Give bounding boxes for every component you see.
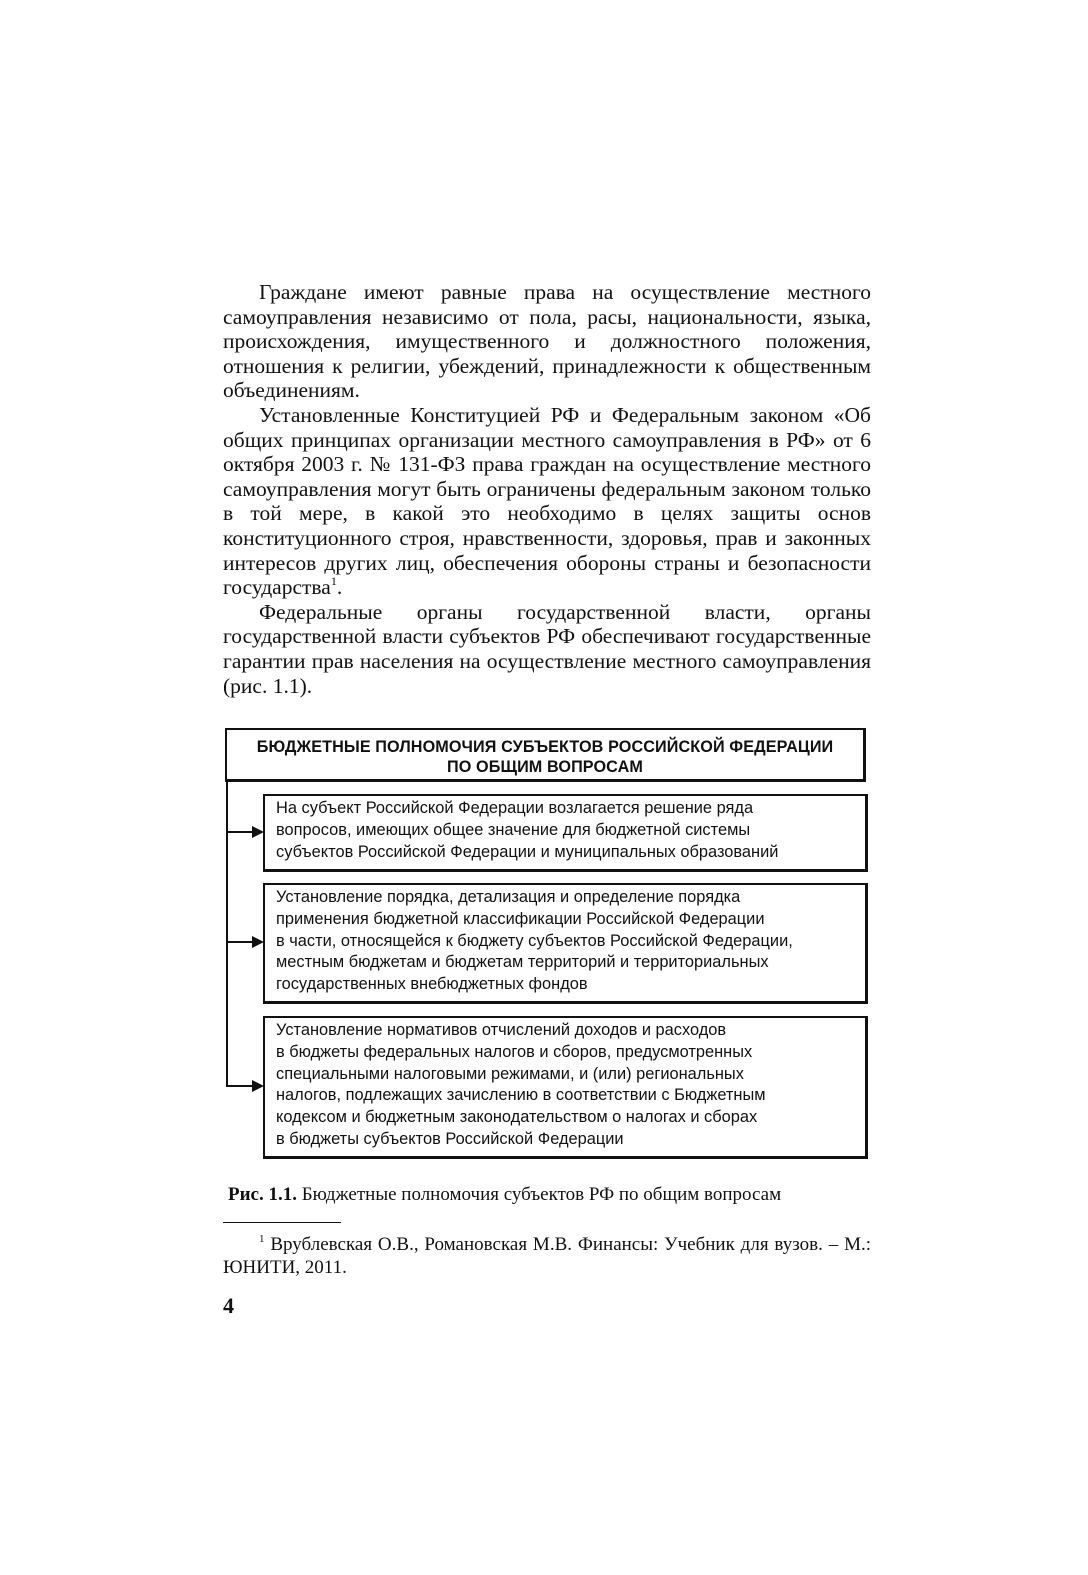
budget-powers-diagram [225, 728, 870, 1160]
diagram-item-2: Установление порядка, детализация и определение порядка применения бюджетной классификации Российской Федерации в части, относящейся к бюджету субъектов Российской Федерации, местным бюджетам и бюджетам территорий и территориальных государственных внебюджетных фондов [263, 883, 868, 1004]
paragraph-1: Граждане имеют равные права на осуществление местного самоуправления независимо от пола, расы, национальности, языка, происхождения, имущественного и должностного положения, отношения к религии, убеждений, принадлежности к общественным объединениям. [223, 280, 871, 403]
main-text [223, 280, 871, 698]
figure-caption [228, 1183, 873, 1207]
footnote-mark: 1 [259, 1232, 265, 1245]
paragraph-2-end: . [336, 575, 343, 600]
paragraph-2-text: Установленные Конституцией РФ и Федеральным законом «Об общих принципах организации местного самоуправления в РФ» от 6 октября 2003 г. № 131-ФЗ права граждан на осуществление местного самоуправления могут быть ограничены федеральным законом только в той мере, в какой это необходимо в целях защиты основ конституционного строя, нравственности, здоровья, прав и законных интересов других лиц, обеспечения обороны страны и безопасности государства [223, 402, 871, 600]
paragraph-3: Федеральные органы государственной власти, органы государственной власти субъектов РФ обеспечивают государственные гарантии прав населения на осуществление местного самоуправления (рис. 1.1). [223, 599, 871, 698]
arrow-line-3 [226, 1085, 254, 1087]
footnote-reference: 1 [330, 573, 337, 588]
footnote [223, 1234, 871, 1279]
page-number: 4 [223, 1293, 234, 1318]
figure-caption-text: Бюджетные полномочия субъектов РФ по общим вопросам [301, 1184, 782, 1205]
arrow-line-1 [226, 831, 254, 833]
footnote-divider [223, 1222, 341, 1223]
diagram-title: БЮДЖЕТНЫЕ ПОЛНОМОЧИЯ СУБЪЕКТОВ РОССИЙСКОЙ ФЕДЕРАЦИИ ПО ОБЩИМ ВОПРОСАМ [225, 728, 866, 782]
diagram-connector-line [226, 782, 228, 1086]
figure-caption-label: Рис. 1.1. [228, 1184, 297, 1205]
arrow-line-2 [226, 941, 254, 943]
diagram-item-1: На субъект Российской Федерации возлагается решение ряда вопросов, имеющих общее значение для бюджетной системы субъектов Российской Федерации и муниципальных образований [263, 794, 868, 872]
footnote-text: Врублевская О.В., Романовская М.В. Финансы: Учебник для вузов. – М.: ЮНИТИ, 2011. [223, 1234, 872, 1278]
paragraph-2 [223, 403, 871, 600]
diagram-item-3: Установление нормативов отчислений доходов и расходов в бюджеты федеральных налогов и сборов, предусмотренных специальными налоговыми режимами, и (или) региональных налогов, подлежащих зачислению в соответствии с Бюджетным кодексом и бюджетным законодательством о налогах и сборах в бюджеты субъектов Российской Федерации [263, 1016, 868, 1159]
